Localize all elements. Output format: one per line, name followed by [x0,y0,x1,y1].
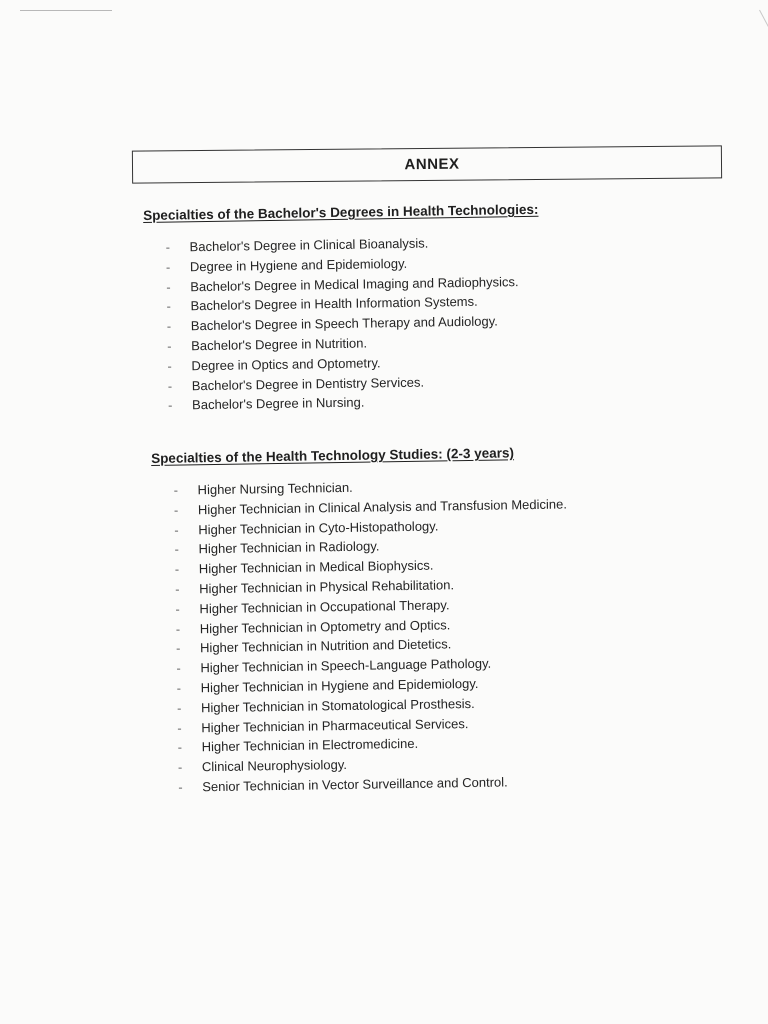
bullet-dash: - [165,259,171,275]
list-item-text: Higher Technician in Cyto-Histopathology. [198,518,439,537]
bullet-dash: - [178,779,183,795]
bullet-dash: - [177,720,182,736]
bullet-dash: - [167,338,172,354]
section-heading-health-technology-studies: Specialties of the Health Technology Studies: (2-3 years) [151,445,515,466]
bullet-dash: - [174,522,179,538]
list-item-text: Degree in Hygiene and Epidemiology. [189,255,408,275]
bullet-dash: - [177,759,183,775]
list-item-text: Bachelor's Degree in Medical Imaging and Radiophysics. [190,273,519,294]
bachelors-degrees-list [143,232,541,416]
annex-title-box [132,145,722,183]
list-item-text: Bachelor's Degree in Speech Therapy and Audiology. [190,313,498,334]
bullet-dash: - [175,581,180,597]
list-item-text: Higher Technician in Nutrition and Dietetics. [199,636,452,656]
bullet-dash: - [176,660,181,676]
annex-title: ANNEX [404,155,460,174]
list-item-text: Higher Technician in Speech-Language Pathology. [200,655,492,676]
bullet-dash: - [167,397,173,414]
list-item-text: Higher Technician in Electromedicine. [201,736,419,755]
bullet-dash: - [175,621,181,637]
bullet-dash: - [167,358,172,374]
bullet-dash: - [167,378,173,394]
bullet-dash: - [175,601,180,617]
bullet-dash: - [176,680,182,696]
bullet-dash: - [176,700,182,716]
list-item-text: Bachelor's Degree in Dentistry Services. [191,374,425,393]
bachelors-degrees-section [143,202,542,416]
section-heading-bachelors: Specialties of the Bachelor's Degrees in Health Technologies: [143,201,539,223]
top-scan-rule [20,10,112,11]
list-item-text: Higher Technician in Physical Rehabilitation. [199,577,455,597]
health-technology-studies-list [151,474,571,797]
bullet-dash: - [173,502,179,518]
bullet-dash: - [166,298,172,315]
list-item-text: Clinical Neurophysiology. [201,757,348,775]
list-item-text: Bachelor's Degree in Clinical Bioanalysis. [189,235,429,255]
list-item-text: Senior Technician in Vector Surveillance and Control. [202,774,508,795]
bullet-dash: - [174,541,180,558]
bullet-dash: - [174,561,180,577]
list-item-text: Higher Technician in Clinical Analysis and Transfusion Medicine. [197,496,568,518]
bullet-dash: - [166,279,171,295]
bullet-dash: - [175,640,181,657]
list-item-text: Higher Technician in Radiology. [198,538,380,557]
list-item-text: Bachelor's Degree in Health Information Systems. [190,294,478,314]
health-technology-studies-section [151,444,571,797]
list-item-text: Higher Technician in Stomatological Prosthesis. [200,695,475,716]
bullet-dash: - [173,482,179,498]
corner-scan-mark [759,10,768,46]
bullet-dash: - [166,318,172,334]
list-item-text: Higher Technician in Pharmaceutical Services. [201,715,469,735]
list-item-text: Higher Nursing Technician. [197,479,353,498]
list-item-text: Bachelor's Degree in Nursing. [191,394,365,413]
list-item-text: Higher Technician in Medical Biophysics. [198,557,434,577]
list-item-text: Higher Technician in Occupational Therapy. [199,597,450,617]
list-item-text: Bachelor's Degree in Nutrition. [191,335,368,354]
bullet-dash: - [165,239,171,255]
list-item-text: Degree in Optics and Optometry. [191,355,381,374]
bullet-dash: - [177,739,183,755]
list-item-text: Higher Technician in Optometry and Optics. [199,616,451,636]
list-item-text: Higher Technician in Hygiene and Epidemiology. [200,675,479,696]
